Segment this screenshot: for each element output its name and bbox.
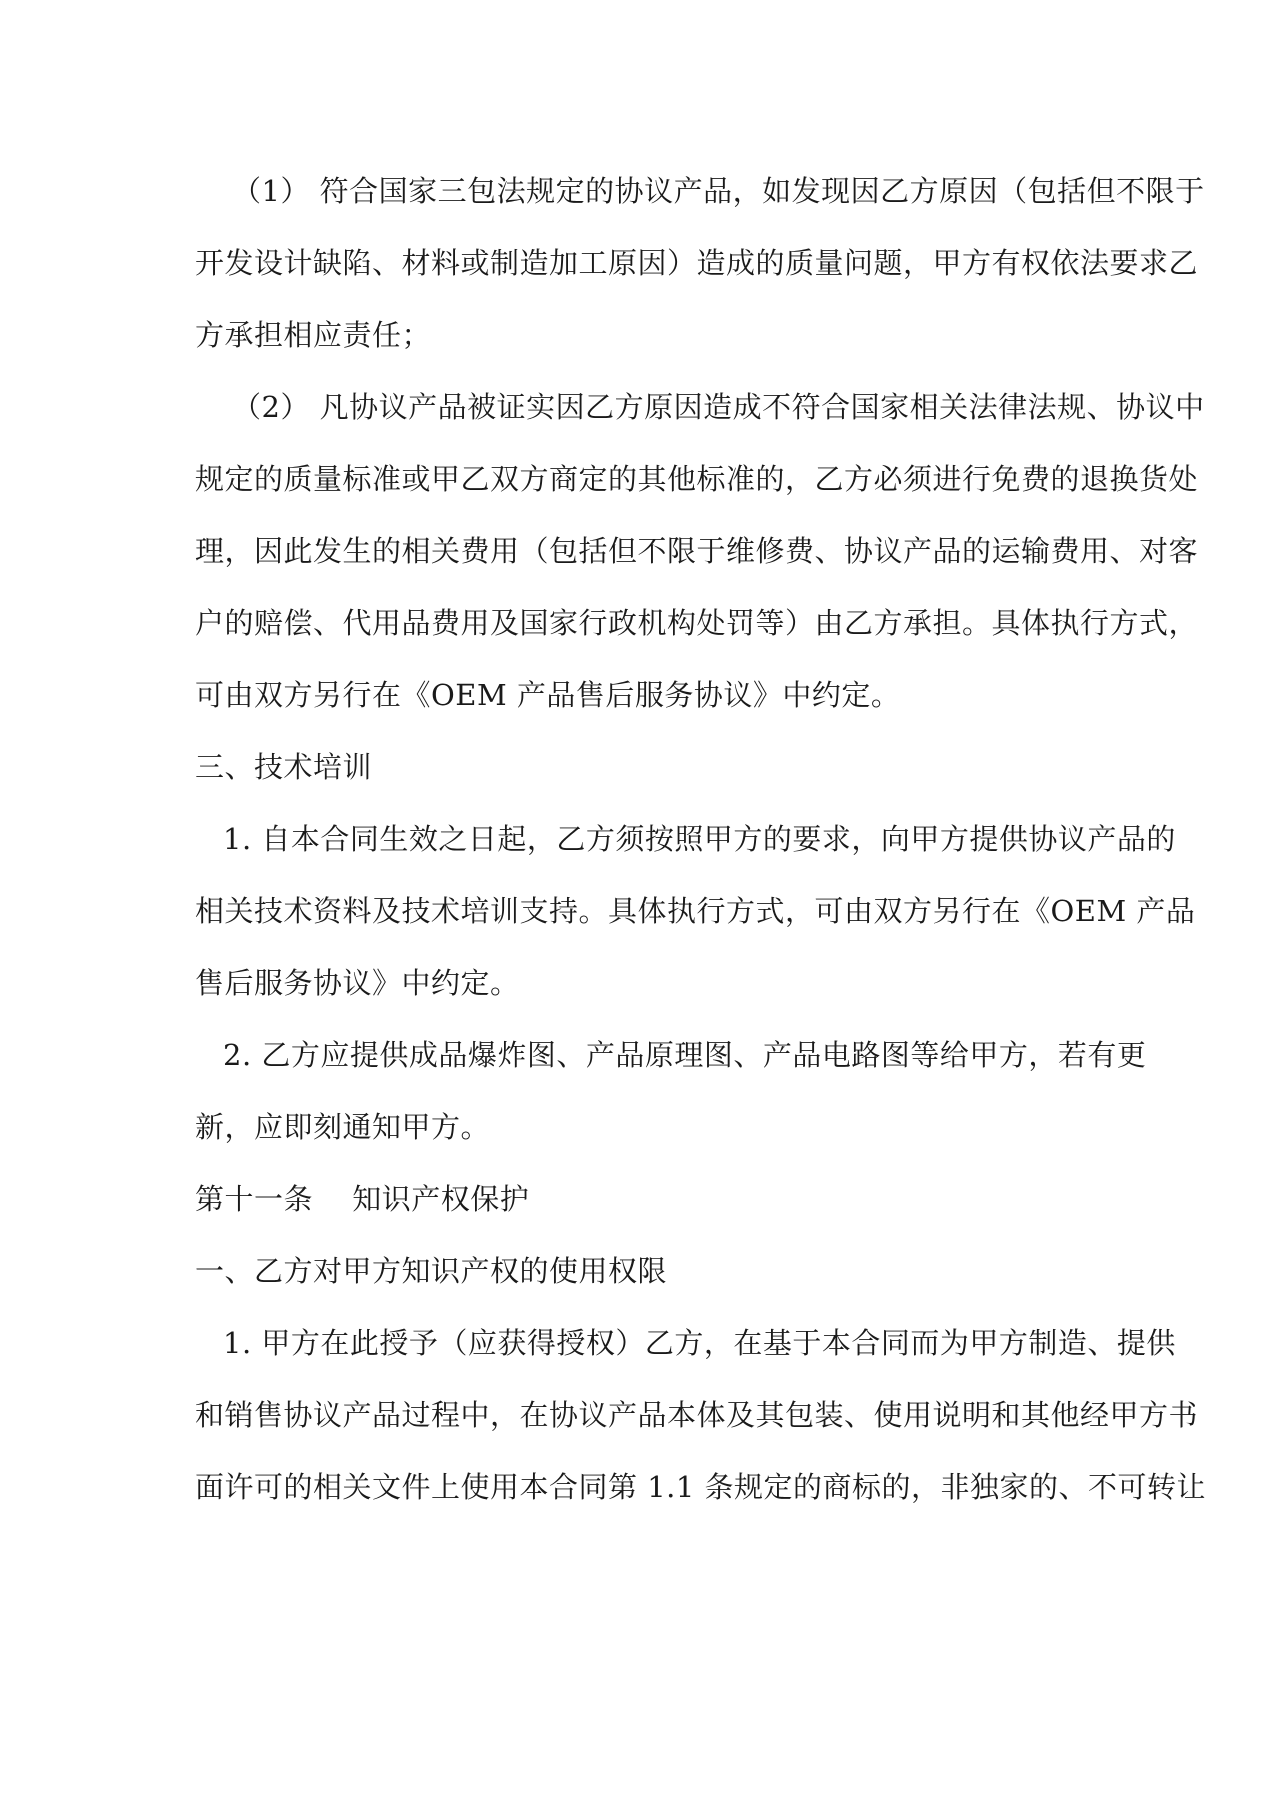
paragraph-line: 开发设计缺陷、材料或制造加工原因）造成的质量问题，甲方有权依法要求乙 xyxy=(195,246,1199,280)
paragraph-line: 户的赔偿、代用品费用及国家行政机构处罚等）由乙方承担。具体执行方式， xyxy=(195,606,1199,640)
article-heading: 第十一条 知识产权保护 xyxy=(195,1182,530,1216)
paragraph-line: 理，因此发生的相关费用（包括但不限于维修费、协议产品的运输费用、对客 xyxy=(195,534,1199,568)
document-page xyxy=(195,155,1207,1523)
paragraph-line: 新，应即刻通知甲方。 xyxy=(195,1110,491,1144)
paragraph-line: 面许可的相关文件上使用本合同第 1.1 条规定的商标的，非独家的、不可转让 xyxy=(195,1470,1207,1504)
paragraph-line: 1. 自本合同生效之日起，乙方须按照甲方的要求，向甲方提供协议产品的 xyxy=(223,822,1176,856)
paragraph-line: 相关技术资料及技术培训支持。具体执行方式，可由双方另行在《OEM 产品 xyxy=(195,894,1196,928)
paragraph-line: 和销售协议产品过程中，在协议产品本体及其包装、使用说明和其他经甲方书 xyxy=(195,1398,1199,1432)
paragraph-line: （1） 符合国家三包法规定的协议产品，如发现因乙方原因（包括但不限于 xyxy=(232,174,1205,208)
section-heading: 三、技术培训 xyxy=(195,750,373,784)
paragraph-line: （2） 凡协议产品被证实因乙方原因造成不符合国家相关法律法规、协议中 xyxy=(232,390,1205,424)
paragraph-line: 售后服务协议》中约定。 xyxy=(195,966,520,1000)
paragraph-line: 方承担相应责任； xyxy=(195,318,432,352)
paragraph-line: 规定的质量标准或甲乙双方商定的其他标准的，乙方必须进行免费的退换货处 xyxy=(195,462,1199,496)
paragraph-line: 1. 甲方在此授予（应获得授权）乙方，在基于本合同而为甲方制造、提供 xyxy=(223,1326,1176,1360)
paragraph-line: 可由双方另行在《OEM 产品售后服务协议》中约定。 xyxy=(195,678,901,712)
paragraph-line: 2. 乙方应提供成品爆炸图、产品原理图、产品电路图等给甲方，若有更 xyxy=(223,1038,1147,1072)
section-heading: 一、乙方对甲方知识产权的使用权限 xyxy=(195,1254,668,1288)
